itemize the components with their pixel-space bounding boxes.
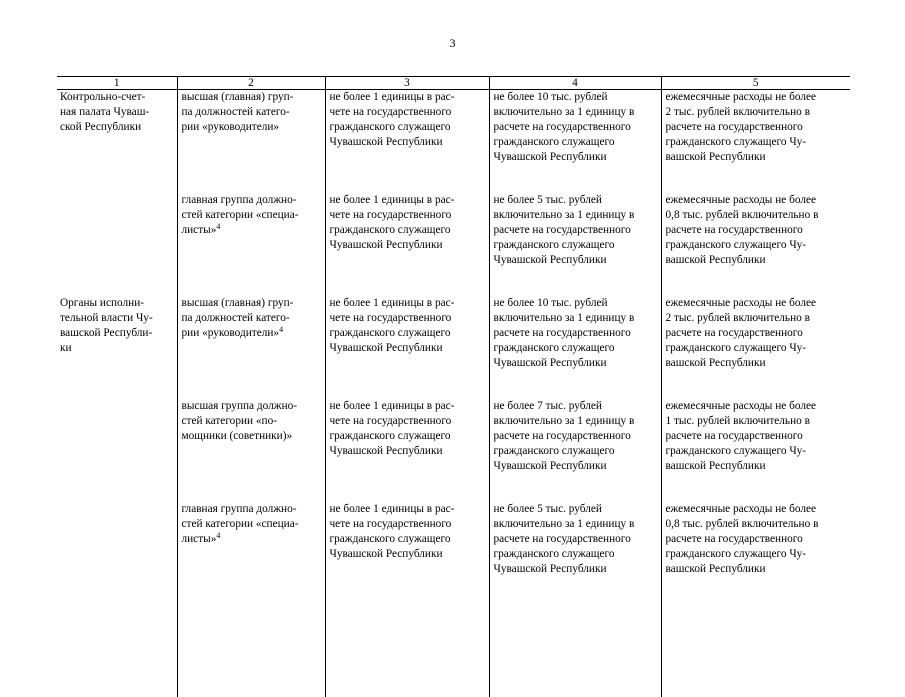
table-cell-c1 <box>57 296 177 371</box>
table-cell-c4 <box>489 399 661 474</box>
cell-text: не более 1 единицы в рас- чете на государственного гражданского служащего Чувашской Республики <box>330 193 485 253</box>
cell-text: Контрольно-счет- ная палата Чуваш- ской Республики <box>60 90 173 135</box>
table-cell-c4 <box>489 90 661 166</box>
cell-text: высшая группа должно- стей категории «по- мощники (советники)» <box>182 399 321 444</box>
gap-cell <box>57 577 177 697</box>
row-gap <box>57 474 850 502</box>
column-header: 3 <box>325 77 489 90</box>
cell-text: не более 1 единицы в рас- чете на государственного гражданского служащего Чувашской Республики <box>330 502 485 562</box>
cell-text: не более 5 тыс. рублей включительно за 1 единицу в расчете на государственного гражданского служащего Чувашской Республики <box>494 502 657 577</box>
gap-cell <box>325 268 489 296</box>
gap-cell <box>177 474 325 502</box>
gap-cell <box>489 165 661 193</box>
gap-cell <box>177 165 325 193</box>
table-cell-c1 <box>57 90 177 166</box>
table-cell-c3 <box>325 399 489 474</box>
cell-text: ежемесячные расходы не более 2 тыс. рублей включительно в расчете на государственного гражданского служащего Чу- вашской Республики <box>666 90 847 165</box>
gap-cell <box>57 268 177 296</box>
table-row <box>57 399 850 474</box>
table-cell-c1 <box>57 399 177 474</box>
column-header: 2 <box>177 77 325 90</box>
gap-cell <box>661 474 850 502</box>
row-gap <box>57 577 850 697</box>
table-row <box>57 193 850 268</box>
table-body <box>57 90 850 697</box>
table-cell-c4 <box>489 193 661 268</box>
table-cell-c2 <box>177 296 325 371</box>
gap-cell <box>489 577 661 697</box>
column-header: 5 <box>661 77 850 90</box>
gap-cell <box>177 371 325 399</box>
table-cell-c4 <box>489 296 661 371</box>
gap-cell <box>661 371 850 399</box>
cell-text: главная группа должно- стей категории «специа- листы»$^4$ <box>182 502 321 547</box>
cell-text: не более 7 тыс. рублей включительно за 1 единицу в расчете на государственного гражданского служащего Чувашской Республики <box>494 399 657 474</box>
table-cell-c5 <box>661 502 850 577</box>
table-cell-c3 <box>325 296 489 371</box>
gap-cell <box>489 474 661 502</box>
norms-table <box>57 76 850 697</box>
cell-text: высшая (главная) груп- па должностей катего- рии «руководители»$^4$ <box>182 296 321 341</box>
row-gap <box>57 165 850 193</box>
row-gap <box>57 371 850 399</box>
table-cell-c5 <box>661 193 850 268</box>
cell-text: ежемесячные расходы не более 0,8 тыс. рублей включительно в расчете на государственного гражданского служащего Чу- вашской Республики <box>666 193 847 268</box>
table-row <box>57 502 850 577</box>
table-row <box>57 296 850 371</box>
footnote-marker: 4 <box>216 531 220 540</box>
row-gap <box>57 268 850 296</box>
table-cell-c4 <box>489 502 661 577</box>
gap-cell <box>325 371 489 399</box>
table-row <box>57 90 850 166</box>
gap-cell <box>325 474 489 502</box>
table-cell-c5 <box>661 399 850 474</box>
column-header: 4 <box>489 77 661 90</box>
table-cell-c1 <box>57 193 177 268</box>
table-cell-c2 <box>177 193 325 268</box>
gap-cell <box>661 268 850 296</box>
footnote-marker: 4 <box>216 222 220 231</box>
cell-text: не более 5 тыс. рублей включительно за 1 единицу в расчете на государственного гражданского служащего Чувашской Республики <box>494 193 657 268</box>
cell-text: высшая (главная) груп- па должностей катего- рии «руководители» <box>182 90 321 135</box>
cell-text: не более 1 единицы в рас- чете на государственного гражданского служащего Чувашской Республики <box>330 296 485 356</box>
table-cell-c2 <box>177 90 325 166</box>
table-cell-c3 <box>325 90 489 166</box>
table-cell-c5 <box>661 296 850 371</box>
table-header-row <box>57 77 850 90</box>
gap-cell <box>57 165 177 193</box>
page-number: 3 <box>0 36 905 51</box>
column-header: 1 <box>57 77 177 90</box>
cell-text: не более 10 тыс. рублей включительно за 1 единицу в расчете на государственного гражданского служащего Чувашской Республики <box>494 296 657 371</box>
gap-cell <box>661 577 850 697</box>
cell-text: не более 10 тыс. рублей включительно за 1 единицу в расчете на государственного гражданского служащего Чувашской Республики <box>494 90 657 165</box>
gap-cell <box>177 577 325 697</box>
table-cell-c3 <box>325 502 489 577</box>
cell-text: ежемесячные расходы не более 1 тыс. рублей включительно в расчете на государственного гражданского служащего Чу- вашской Республики <box>666 399 847 474</box>
gap-cell <box>489 371 661 399</box>
cell-text: ежемесячные расходы не более 0,8 тыс. рублей включительно в расчете на государственного гражданского служащего Чу- вашской Республики <box>666 502 847 577</box>
footnote-marker: 4 <box>279 325 283 334</box>
table-cell-c3 <box>325 193 489 268</box>
cell-text: главная группа должно- стей категории «специа- листы»$^4$ <box>182 193 321 238</box>
gap-cell <box>661 165 850 193</box>
gap-cell <box>177 268 325 296</box>
gap-cell <box>57 371 177 399</box>
gap-cell <box>325 165 489 193</box>
table-cell-c2 <box>177 502 325 577</box>
gap-cell <box>489 268 661 296</box>
table-cell-c2 <box>177 399 325 474</box>
table-cell-c1 <box>57 502 177 577</box>
cell-text: Органы исполни- тельной власти Чу- вашской Республи- ки <box>60 296 173 356</box>
gap-cell <box>325 577 489 697</box>
cell-text: не более 1 единицы в рас- чете на государственного гражданского служащего Чувашской Республики <box>330 399 485 459</box>
cell-text: ежемесячные расходы не более 2 тыс. рублей включительно в расчете на государственного гражданского служащего Чу- вашской Республики <box>666 296 847 371</box>
table-cell-c5 <box>661 90 850 166</box>
gap-cell <box>57 474 177 502</box>
cell-text: не более 1 единицы в рас- чете на государственного гражданского служащего Чувашской Республики <box>330 90 485 150</box>
